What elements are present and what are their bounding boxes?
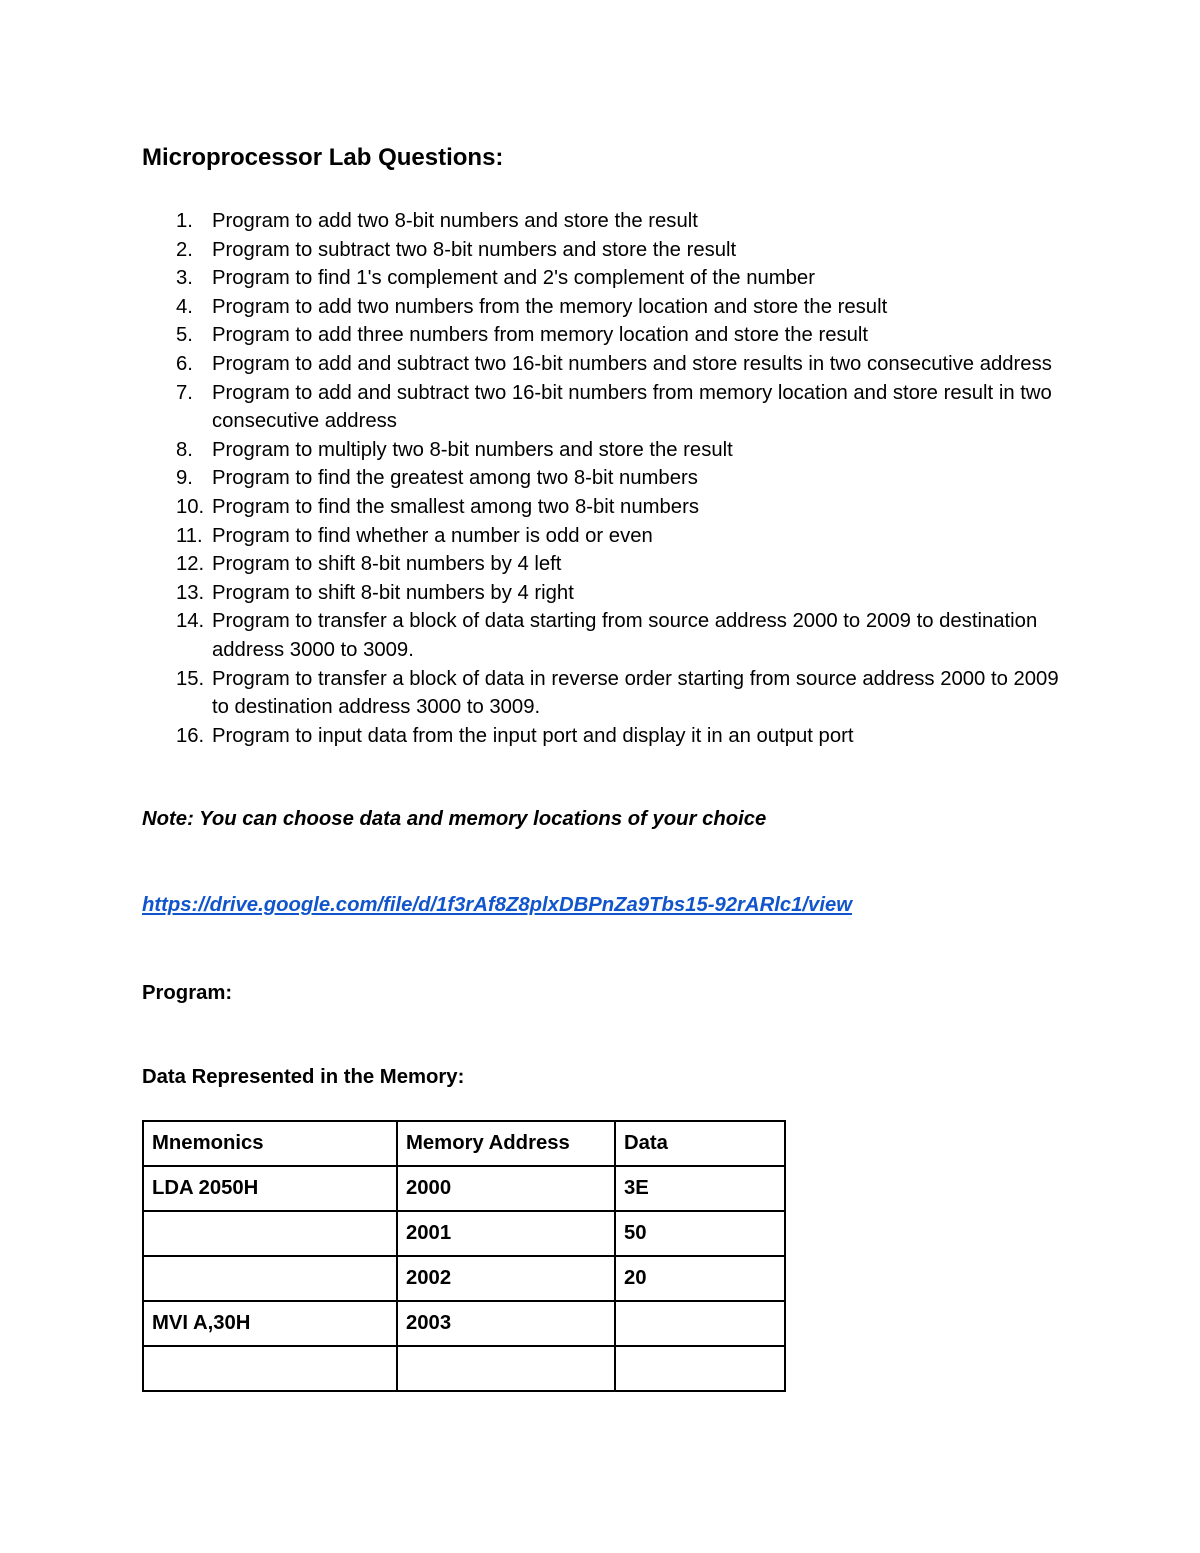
- question-text: Program to find 1's complement and 2's complement of the number: [212, 267, 815, 290]
- question-item: [142, 236, 1072, 265]
- note-text: Note: You can choose data and memory locations of your choice: [142, 808, 767, 830]
- question-item: [142, 264, 1072, 293]
- table-row: [143, 1211, 785, 1256]
- question-number: 5.: [176, 324, 193, 347]
- header-data: Data: [615, 1121, 785, 1166]
- cell-address: 2000: [397, 1166, 615, 1211]
- question-number: 14.: [176, 610, 205, 633]
- table-header-row: [143, 1121, 785, 1166]
- question-text: Program to input data from the input port and display it in an output port: [212, 724, 854, 747]
- question-number: 8.: [176, 438, 193, 461]
- question-number: 6.: [176, 352, 193, 375]
- question-item: [142, 207, 1072, 236]
- cell-mnemonic: [143, 1211, 397, 1256]
- question-number: 13.: [176, 581, 205, 604]
- cell-data: [615, 1346, 785, 1391]
- question-text: Program to add and subtract two 16-bit numbers from memory location and store result in two consecutive address: [212, 381, 1052, 433]
- question-number: 7.: [176, 381, 193, 404]
- question-text: Program to shift 8-bit numbers by 4 right: [212, 581, 574, 604]
- question-item: [142, 722, 1072, 751]
- question-text: Program to shift 8-bit numbers by 4 left: [212, 553, 562, 576]
- question-item: [142, 493, 1072, 522]
- question-text: Program to transfer a block of data starting from source address 2000 to 2009 to destination address 3000 to 3009.: [212, 610, 1038, 661]
- table-row: [143, 1301, 785, 1346]
- cell-address: 2002: [397, 1256, 615, 1301]
- question-text: Program to find the greatest among two 8-bit numbers: [212, 467, 698, 490]
- question-item: [142, 293, 1072, 322]
- question-number: 16.: [176, 724, 205, 747]
- question-number: 11.: [176, 524, 203, 547]
- memory-label: Data Represented in the Memory:: [142, 1066, 465, 1088]
- question-text: Program to add three numbers from memory location and store the result: [212, 324, 869, 347]
- question-item: [142, 550, 1072, 579]
- table-row: [143, 1256, 785, 1301]
- memory-table: [142, 1120, 786, 1392]
- question-item: [142, 379, 1072, 436]
- cell-mnemonic: [143, 1346, 397, 1391]
- question-number: 1.: [176, 210, 193, 232]
- question-item: [142, 321, 1072, 350]
- question-text: Program to find the smallest among two 8-bit numbers: [212, 495, 699, 518]
- question-text: Program to add two 8-bit numbers and store the result: [212, 210, 698, 232]
- question-text: Program to transfer a block of data in reverse order starting from source address 2000 to 2009 to destination address 3000 to 3009.: [212, 667, 1059, 719]
- drive-link[interactable]: https://drive.google.com/file/d/1f3rAf8Z8plxDBPnZa9Tbs15-92rARlc1/view: [142, 894, 853, 916]
- question-number: 12.: [176, 553, 205, 576]
- cell-mnemonic: MVI A,30H: [143, 1301, 397, 1346]
- page-title: Microprocessor Lab Questions:: [142, 144, 504, 171]
- question-text: Program to add two numbers from the memory location and store the result: [212, 295, 888, 318]
- cell-mnemonic: LDA 2050H: [143, 1166, 397, 1211]
- table-row: [143, 1166, 785, 1211]
- cell-address: 2001: [397, 1211, 615, 1256]
- question-item: [142, 350, 1072, 379]
- cell-data: 50: [615, 1211, 785, 1256]
- table-row: [143, 1346, 785, 1391]
- cell-data: [615, 1301, 785, 1346]
- cell-data: 20: [615, 1256, 785, 1301]
- cell-data: 3E: [615, 1166, 785, 1211]
- question-text: Program to multiply two 8-bit numbers and store the result: [212, 438, 733, 461]
- header-memory-address: Memory Address: [397, 1121, 615, 1166]
- cell-address: 2003: [397, 1301, 615, 1346]
- question-item: [142, 522, 1072, 551]
- question-number: 10.: [176, 495, 205, 518]
- question-text: Program to find whether a number is odd or even: [212, 524, 653, 547]
- header-mnemonics: Mnemonics: [143, 1121, 397, 1166]
- question-text: Program to subtract two 8-bit numbers and store the result: [212, 238, 737, 261]
- question-number: 2.: [176, 238, 193, 261]
- program-label: Program:: [142, 982, 233, 1004]
- question-list: [142, 207, 1072, 750]
- question-item: [142, 464, 1072, 493]
- cell-mnemonic: [143, 1256, 397, 1301]
- question-item: [142, 436, 1072, 465]
- question-number: 9.: [176, 467, 193, 490]
- question-number: 3.: [176, 267, 193, 290]
- cell-address: [397, 1346, 615, 1391]
- question-text: Program to add and subtract two 16-bit numbers and store results in two consecutive address: [212, 352, 1052, 375]
- question-number: 15.: [176, 667, 205, 690]
- question-item: [142, 665, 1072, 722]
- question-item: [142, 579, 1072, 608]
- question-number: 4.: [176, 295, 193, 318]
- question-item: [142, 607, 1072, 664]
